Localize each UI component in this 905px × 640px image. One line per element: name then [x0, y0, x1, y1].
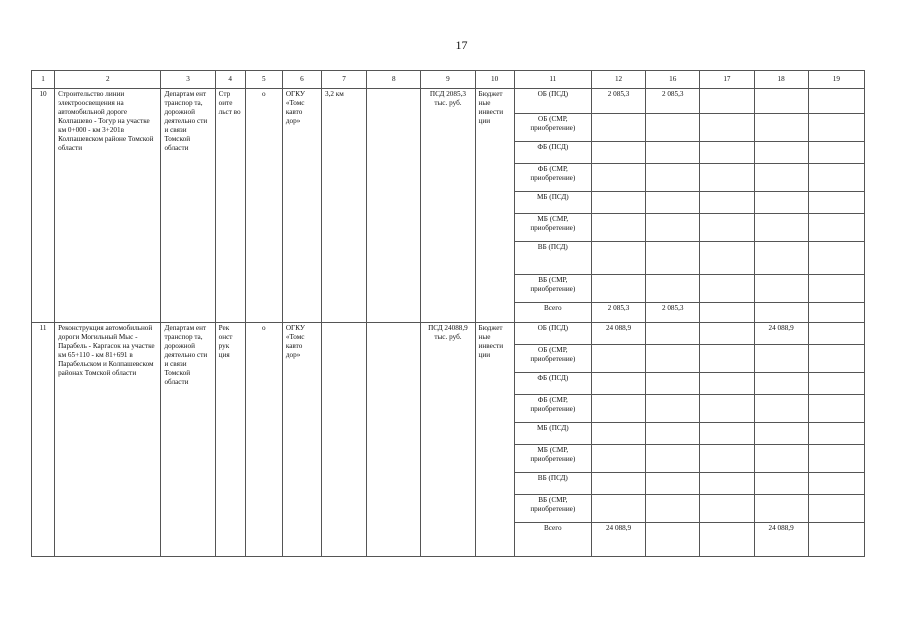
amount-16 — [646, 275, 700, 303]
amount-19 — [808, 495, 864, 523]
amount-16 — [646, 164, 700, 192]
column-header: 5 — [245, 71, 282, 89]
amount-18 — [754, 423, 808, 445]
capacity: 3,2 км — [322, 89, 367, 323]
amount-18: 24 088,9 — [754, 323, 808, 345]
department: Департам ент транспор та, дорожной деятельно сти и связи Томской области — [161, 323, 215, 557]
amount-19 — [808, 373, 864, 395]
amount-12: 2 085,3 — [591, 303, 645, 323]
amount-17 — [700, 303, 754, 323]
object-number: 11 — [32, 323, 55, 557]
amount-17 — [700, 242, 754, 275]
amount-17 — [700, 395, 754, 423]
funding-source: ФБ (СМР, приобретение) — [514, 164, 591, 192]
column-header: 17 — [700, 71, 754, 89]
amount-12 — [591, 192, 645, 214]
amount-18 — [754, 495, 808, 523]
amount-17 — [700, 323, 754, 345]
column-header: 12 — [591, 71, 645, 89]
funding-source: МБ (ПСД) — [514, 423, 591, 445]
amount-17 — [700, 142, 754, 164]
amount-19 — [808, 303, 864, 323]
amount-12: 24 088,9 — [591, 523, 645, 557]
amount-18 — [754, 142, 808, 164]
amount-12: 24 088,9 — [591, 323, 645, 345]
amount-18 — [754, 473, 808, 495]
amount-19 — [808, 423, 864, 445]
funding-source: ФБ (СМР, приобретение) — [514, 395, 591, 423]
funding-source: ОБ (ПСД) — [514, 89, 591, 114]
amount-18: 24 088,9 — [754, 523, 808, 557]
column-5-value: о — [245, 89, 282, 323]
amount-19 — [808, 275, 864, 303]
amount-17 — [700, 473, 754, 495]
funding-source: Всего — [514, 303, 591, 323]
amount-18 — [754, 395, 808, 423]
amount-19 — [808, 89, 864, 114]
amount-18 — [754, 275, 808, 303]
object-row — [32, 323, 865, 345]
amount-16 — [646, 423, 700, 445]
column-header: 10 — [475, 71, 514, 89]
amount-17 — [700, 214, 754, 242]
amount-16 — [646, 214, 700, 242]
amount-17 — [700, 523, 754, 557]
funding-source: ФБ (ПСД) — [514, 142, 591, 164]
column-header: 6 — [282, 71, 321, 89]
funding-source: ФБ (ПСД) — [514, 373, 591, 395]
amount-12: 2 085,3 — [591, 89, 645, 114]
column-header: 19 — [808, 71, 864, 89]
amount-17 — [700, 164, 754, 192]
funding-source: ВБ (СМР, приобретение) — [514, 495, 591, 523]
amount-18 — [754, 445, 808, 473]
amount-16 — [646, 142, 700, 164]
amount-12 — [591, 142, 645, 164]
amount-12 — [591, 114, 645, 142]
funding-source: ОБ (СМР, приобретение) — [514, 345, 591, 373]
amount-17 — [700, 373, 754, 395]
funding-source: ОБ (СМР, приобретение) — [514, 114, 591, 142]
amount-16 — [646, 473, 700, 495]
work-type: Рек онст рук ция — [215, 323, 245, 557]
amount-18 — [754, 164, 808, 192]
amount-16 — [646, 345, 700, 373]
column-5-value: о — [245, 323, 282, 557]
object-name: Реконструкция автомобильной дороги Могильный Мыс - Парабель - Каргасок на участке км 65+110 - км 81+691 в Парабельском и Колпашевском районах Томской области — [55, 323, 161, 557]
amount-12 — [591, 373, 645, 395]
amount-16 — [646, 323, 700, 345]
amount-19 — [808, 395, 864, 423]
amount-16: 2 085,3 — [646, 303, 700, 323]
investment-form: Бюджет ные инвести ции — [475, 323, 514, 557]
amount-19 — [808, 192, 864, 214]
amount-19 — [808, 164, 864, 192]
amount-19 — [808, 114, 864, 142]
amount-16 — [646, 192, 700, 214]
amount-16 — [646, 114, 700, 142]
amount-12 — [591, 423, 645, 445]
customer: ОГКУ «Томс кавто дор» — [282, 89, 321, 323]
amount-12 — [591, 395, 645, 423]
capacity — [322, 323, 367, 557]
funding-source: МБ (ПСД) — [514, 192, 591, 214]
amount-16 — [646, 495, 700, 523]
object-row — [32, 89, 865, 114]
amount-16 — [646, 523, 700, 557]
amount-17 — [700, 192, 754, 214]
column-header: 9 — [421, 71, 475, 89]
amount-18 — [754, 192, 808, 214]
page-number: 17 — [455, 38, 468, 52]
column-header: 1 — [32, 71, 55, 89]
amount-12 — [591, 164, 645, 192]
amount-16 — [646, 242, 700, 275]
amount-18 — [754, 89, 808, 114]
amount-19 — [808, 473, 864, 495]
column-8-value — [367, 323, 421, 557]
amount-12 — [591, 445, 645, 473]
amount-12 — [591, 242, 645, 275]
header-row — [32, 71, 865, 89]
estimated-cost: ПСД 2085,3 тыс. руб. — [421, 89, 475, 323]
amount-17 — [700, 345, 754, 373]
amount-19 — [808, 142, 864, 164]
column-header: 4 — [215, 71, 245, 89]
amount-18 — [754, 345, 808, 373]
customer: ОГКУ «Томс кавто дор» — [282, 323, 321, 557]
estimated-cost: ПСД 24088,9 тыс. руб. — [421, 323, 475, 557]
amount-12 — [591, 345, 645, 373]
amount-16: 2 085,3 — [646, 89, 700, 114]
funding-source: Всего — [514, 523, 591, 557]
column-header: 2 — [55, 71, 161, 89]
funding-source: ОБ (ПСД) — [514, 323, 591, 345]
column-header: 18 — [754, 71, 808, 89]
column-header: 7 — [322, 71, 367, 89]
column-header: 8 — [367, 71, 421, 89]
department: Департам ент транспор та, дорожной деятельно сти и связи Томской области — [161, 89, 215, 323]
amount-12 — [591, 214, 645, 242]
amount-18 — [754, 214, 808, 242]
amount-17 — [700, 114, 754, 142]
funding-source: ВБ (ПСД) — [514, 242, 591, 275]
amount-19 — [808, 323, 864, 345]
column-8-value — [367, 89, 421, 323]
funding-source: ВБ (ПСД) — [514, 473, 591, 495]
work-type: Стр оите льст во — [215, 89, 245, 323]
amount-12 — [591, 473, 645, 495]
investment-table — [31, 70, 865, 557]
amount-18 — [754, 114, 808, 142]
amount-16 — [646, 373, 700, 395]
amount-19 — [808, 214, 864, 242]
funding-source: ВБ (СМР, приобретение) — [514, 275, 591, 303]
amount-17 — [700, 495, 754, 523]
amount-17 — [700, 423, 754, 445]
amount-12 — [591, 275, 645, 303]
amount-17 — [700, 89, 754, 114]
column-header: 11 — [514, 71, 591, 89]
amount-12 — [591, 495, 645, 523]
funding-source: МБ (СМР, приобретение) — [514, 214, 591, 242]
amount-19 — [808, 523, 864, 557]
amount-17 — [700, 275, 754, 303]
amount-16 — [646, 395, 700, 423]
object-name: Строительство линии электроосвещения на автомобильной дороге Колпашево - Тогур на участке км 0+000 - км 3+201в Колпашевском районе Томской области — [55, 89, 161, 323]
amount-16 — [646, 445, 700, 473]
amount-18 — [754, 303, 808, 323]
amount-19 — [808, 242, 864, 275]
amount-17 — [700, 445, 754, 473]
column-header: 3 — [161, 71, 215, 89]
amount-19 — [808, 445, 864, 473]
column-header: 16 — [646, 71, 700, 89]
amount-18 — [754, 373, 808, 395]
funding-source: МБ (СМР, приобретение) — [514, 445, 591, 473]
amount-18 — [754, 242, 808, 275]
object-number: 10 — [32, 89, 55, 323]
amount-19 — [808, 345, 864, 373]
investment-form: Бюджет ные инвести ции — [475, 89, 514, 323]
